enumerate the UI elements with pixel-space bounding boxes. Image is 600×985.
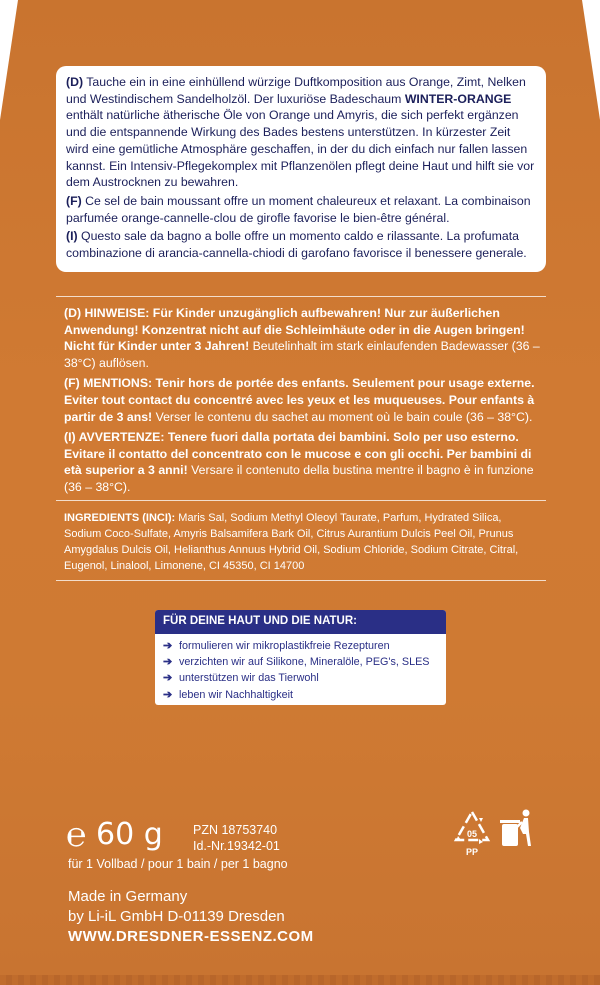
warning-de: (D) HINWEISE: Für Kinder unzugänglich aufbewahren! Nur zur äußerlichen Anwendung! Konzentrat nicht auf die Schleimhäute oder in die Augen bringen! Nicht für Kinder unter 3 Jahren! Beutelinhalt im stark einlaufenden Badewasser (36 – 38°C) auflösen. [64, 306, 540, 370]
tear-notch-right [582, 0, 600, 120]
sealed-edge [0, 975, 600, 985]
pzn-code: PZN 18753740 [193, 823, 278, 837]
list-item: ➔ formulieren wir mikroplastikfreie Rezepturen [163, 638, 438, 654]
website-link: WWW.DRESDNER-ESSENZ.COM [68, 928, 314, 945]
arrow-right-icon: ➔ [163, 640, 173, 652]
id-number: Id.-Nr.19342-01 [193, 839, 280, 853]
divider [56, 500, 546, 501]
description-panel [56, 66, 546, 272]
divider [56, 580, 546, 581]
recycle-material: PP [465, 847, 479, 857]
company-address: by Li-iL GmbH D-01139 Dresden [68, 908, 285, 925]
nature-pledge-box [155, 610, 446, 705]
nature-pledge-list [155, 634, 446, 705]
warning-it: (I) AVVERTENZE: Tenere fuori dalla portata dei bambini. Solo per uso esterno. Evitare il contatto del concentrato con le mucose e con gli occhi. Per bambini di età superior a 3 anni! Versare il contenuto della bustina mentre il bagno è in funzione (36 – 38°C). [64, 430, 534, 494]
per-bath-note: für 1 Vollbad / pour 1 bain / per 1 bagno [68, 857, 288, 871]
arrow-right-icon: ➔ [163, 672, 173, 685]
warnings-section [64, 305, 540, 500]
trash-bin-icon [498, 808, 534, 854]
product-codes [193, 822, 280, 854]
recycling-pp-icon [452, 808, 492, 860]
manufacturer-info [68, 887, 314, 947]
list-item: ➔ verzichten wir auf Silikone, Mineralöle, PEG's, SLES [163, 654, 438, 670]
net-weight: 60 g [96, 817, 163, 852]
estimated-sign-icon: ℮ [66, 816, 87, 854]
description-fr: (F) Ce sel de bain moussant offre un moment chaleureux et relaxant. La combinaison parfumée orange-cannelle-clou de girofle favorise le bien-être général. [66, 193, 531, 225]
recycle-code: 05 [466, 829, 478, 839]
warning-fr: (F) MENTIONS: Tenir hors de portée des enfants. Seulement pour usage externe. Eviter tout contact du concentré avec les yeux et les muqueuses. Pour enfants à partir de 3 ans! Verser le contenu du sachet au moment où le bain coule (36 – 38°C). [64, 376, 535, 424]
divider [56, 296, 546, 297]
description-it: (I) Questo sale da bagno a bolle offre un momento caldo e rilassante. La profumata combinazione di arancia-cannella-chiodi di garofano favorisce il benessere generale. [66, 229, 527, 261]
arrow-right-icon: ➔ [163, 656, 173, 669]
ingredients-list [64, 510, 540, 574]
ingredients-text: Maris Sal, Sodium Methyl Oleoyl Taurate, Parfum, Hydrated Silica, Sodium Coco-Sulfate, Amyris Balsamifera Bark Oil, Citrus Aurantium Dulcis Peel Oil, Prunus Amygdalus Dulcis Oil, Helianthus Annuus Hybrid Oil, Sodium Chloride, Sodium Citrate, Citral, Eugenol, Linalool, Limonene, CI 45350, CI 14700 [64, 512, 519, 572]
list-item: ➔ leben wir Nachhaltigkeit [163, 687, 438, 703]
list-item: ➔ unterstützen wir das Tierwohl [163, 670, 438, 686]
nature-pledge-title: FÜR DEINE HAUT UND DIE NATUR: [155, 610, 446, 634]
arrow-right-icon: ➔ [163, 688, 173, 701]
made-in: Made in Germany [68, 888, 188, 905]
description-de: (D) Tauche ein in eine einhüllend würzige Duftkomposition aus Orange, Zimt, Nelken und Westindischem Sandelholzöl. Der luxuriöse Badeschaum WINTER-ORANGE enthält natürliche ätherische Öle von Orange und Amyris, die sich perfekt ergänzen und die entspannende Wirkung des Bades bestens unterstützen. In kürzester Zeit wird eine gemütliche Atmosphäre geschaffen, in der du dich einfach nur fallen lassen kannst. Ein Intensiv-Pflegekomplex mit Pflanzenölen pflegt deine Haut und hilft sie vor dem Austrocknen zu bewahren. [66, 75, 535, 190]
ingredients-label: INGREDIENTS (INCI): [64, 512, 176, 524]
tear-notch-left [0, 0, 18, 120]
